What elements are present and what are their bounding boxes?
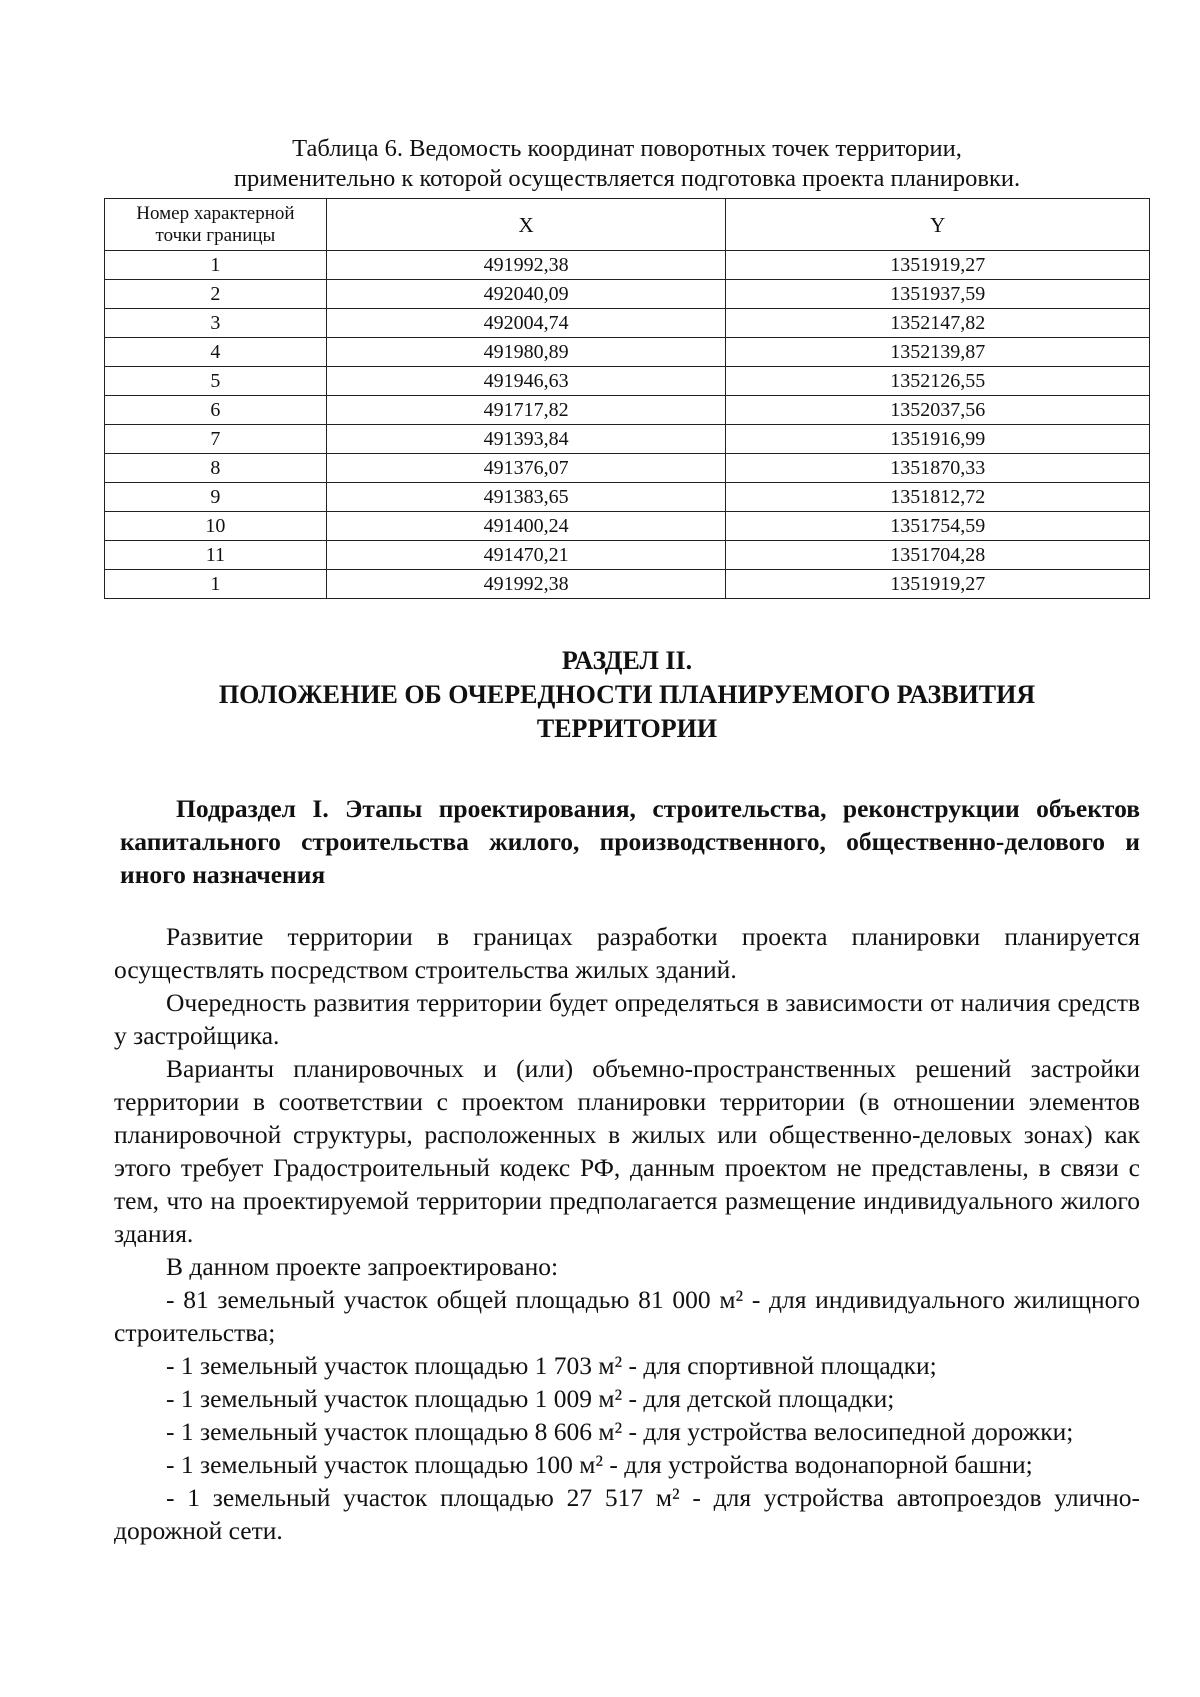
list-item: - 81 земельный участок общей площадью 81 000 м² - для индивидуального жилищного строительства; <box>114 1285 1140 1347</box>
cell-y: 1351937,59 <box>726 280 1150 309</box>
section-heading <box>104 644 1150 746</box>
cell-y: 1351812,72 <box>726 483 1150 512</box>
subsection-heading: Подраздел I. Этапы проектирования, строительства, реконструкции объектов капитального строительства жилого, производственного, общественно-делового и иного назначения <box>120 794 1140 889</box>
cell-x: 491992,38 <box>326 251 726 280</box>
cell-x: 492004,74 <box>326 309 726 338</box>
cell-y: 1351754,59 <box>726 512 1150 541</box>
table-row <box>105 280 1150 309</box>
table-row <box>105 338 1150 367</box>
header-x: X <box>326 199 726 251</box>
cell-point-number: 1 <box>105 570 327 599</box>
header-point-number-line-2: точки границы <box>155 224 276 246</box>
paragraph: В данном проекте запроектировано: <box>166 1252 559 1281</box>
cell-y: 1352126,55 <box>726 367 1150 396</box>
paragraph: Очередность развития территории будет определяться в зависимости от наличия средств у застройщика. <box>114 988 1140 1050</box>
cell-point-number: 3 <box>105 309 327 338</box>
list-item: - 1 земельный участок площадью 1 009 м² - для детской площадки; <box>166 1384 895 1413</box>
cell-point-number: 2 <box>105 280 327 309</box>
paragraph: Варианты планировочных и (или) объемно-пространственных решений застройки территории в соответствии с проектом планировки территории (в отношении элементов планировочной структуры, расположенных в жилых или общественно-деловых зонах) как этого требует Градостроительный кодекс РФ, данным проектом не представлены, в связи с тем, что на проектируемой территории предполагается размещение индивидуального жилого здания. <box>114 1054 1140 1248</box>
cell-y: 1351919,27 <box>726 251 1150 280</box>
cell-x: 491946,63 <box>326 367 726 396</box>
cell-x: 491980,89 <box>326 338 726 367</box>
section-heading-line-1: РАЗДЕЛ II. <box>561 646 693 675</box>
list-item: - 1 земельный участок площадью 1 703 м² - для спортивной площадки; <box>166 1351 937 1380</box>
cell-x: 491992,38 <box>326 570 726 599</box>
cell-point-number: 8 <box>105 454 327 483</box>
section-heading-line-2: ПОЛОЖЕНИЕ ОБ ОЧЕРЕДНОСТИ ПЛАНИРУЕМОГО РАЗВИТИЯ <box>218 680 1036 709</box>
header-point-number <box>105 199 327 251</box>
body-text <box>114 920 1140 1547</box>
paragraph: Развитие территории в границах разработки проекта планировки планируется осуществлять посредством строительства жилых зданий. <box>114 922 1140 984</box>
cell-y: 1352139,87 <box>726 338 1150 367</box>
cell-x: 491400,24 <box>326 512 726 541</box>
cell-point-number: 1 <box>105 251 327 280</box>
cell-point-number: 10 <box>105 512 327 541</box>
header-point-number-line-1: Номер характерной <box>136 202 295 224</box>
cell-y: 1351916,99 <box>726 425 1150 454</box>
cell-x: 492040,09 <box>326 280 726 309</box>
table-row <box>105 454 1150 483</box>
table-caption-line-2: применительно к которой осуществляется подготовка проекта планировки. <box>233 165 1021 192</box>
cell-point-number: 7 <box>105 425 327 454</box>
table-row <box>105 541 1150 570</box>
table-caption-line-1: Таблица 6. Ведомость координат поворотных точек территории, <box>292 135 962 162</box>
coordinates-table <box>104 198 1150 599</box>
list-item: - 1 земельный участок площадью 8 606 м² - для устройства велосипедной дорожки; <box>166 1417 1074 1446</box>
table-row <box>105 512 1150 541</box>
cell-point-number: 6 <box>105 396 327 425</box>
cell-x: 491393,84 <box>326 425 726 454</box>
cell-y: 1351704,28 <box>726 541 1150 570</box>
table-row <box>105 251 1150 280</box>
cell-point-number: 11 <box>105 541 327 570</box>
cell-point-number: 5 <box>105 367 327 396</box>
table-row <box>105 396 1150 425</box>
table-row <box>105 367 1150 396</box>
section-heading-line-3: ТЕРРИТОРИИ <box>536 714 718 743</box>
list-item: - 1 земельный участок площадью 100 м² - для устройства водонапорной башни; <box>166 1450 1033 1479</box>
cell-point-number: 9 <box>105 483 327 512</box>
cell-point-number: 4 <box>105 338 327 367</box>
list-item: - 1 земельный участок площадью 27 517 м² - для устройства автопроездов улично-дорожной сети. <box>114 1483 1140 1545</box>
cell-x: 491717,82 <box>326 396 726 425</box>
header-y: Y <box>726 199 1150 251</box>
cell-x: 491383,65 <box>326 483 726 512</box>
table-header-row <box>105 199 1150 251</box>
cell-y: 1352147,82 <box>726 309 1150 338</box>
cell-y: 1352037,56 <box>726 396 1150 425</box>
table-row <box>105 309 1150 338</box>
cell-y: 1351870,33 <box>726 454 1150 483</box>
table-caption <box>104 134 1150 194</box>
table-row <box>105 570 1150 599</box>
table-row <box>105 483 1150 512</box>
cell-x: 491470,21 <box>326 541 726 570</box>
table-row <box>105 425 1150 454</box>
cell-x: 491376,07 <box>326 454 726 483</box>
cell-y: 1351919,27 <box>726 570 1150 599</box>
